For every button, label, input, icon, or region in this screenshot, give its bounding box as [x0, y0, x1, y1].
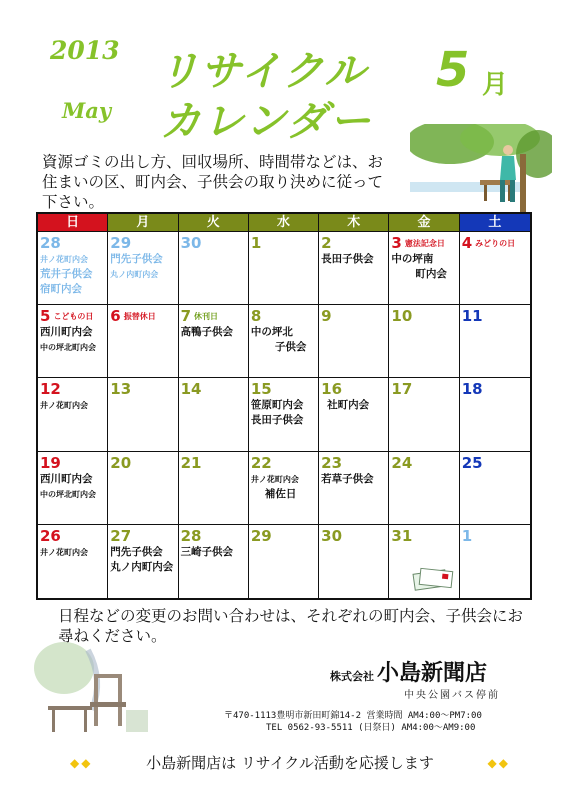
day-number: 12: [40, 380, 61, 399]
calendar-day-cell: [460, 232, 530, 305]
weekday-header: 土: [460, 214, 530, 232]
collection-group-label: 補佐日: [264, 487, 297, 500]
day-number: 19: [40, 453, 61, 472]
calendar-day-cell: [389, 232, 459, 305]
calendar-day-cell: [38, 378, 108, 451]
day-number: 8: [250, 307, 262, 326]
day-number: 28: [180, 526, 202, 545]
collection-group-label: 丸ノ内町内会: [110, 270, 159, 279]
day-number: 1: [250, 234, 262, 252]
month-number: 5: [436, 42, 470, 98]
collection-group-label: 中の坪北町内会: [40, 489, 96, 499]
day-number: 16: [321, 380, 343, 399]
diamond-decoration-left: ◆◆: [70, 755, 93, 770]
calendar-day-cell: [179, 305, 249, 378]
calendar-day-cell: [179, 525, 249, 598]
day-number: 29: [250, 526, 272, 545]
collection-group-label: 井ノ花町内会: [40, 547, 88, 557]
day-number: 18: [461, 380, 483, 399]
bus-stop-label: 中央公園バス停前: [404, 690, 500, 701]
collection-group-label: 井ノ花町内会: [250, 474, 299, 484]
calendar-day-cell: [108, 305, 178, 378]
footer-text: 小島新聞店は リサイクル活動を応援します: [146, 754, 434, 772]
company-name: [330, 656, 487, 687]
holiday-label: 振替休日: [123, 312, 156, 322]
collection-group-label: 中の坪南: [391, 253, 434, 265]
collection-group-label: 西川町内会: [40, 472, 93, 485]
calendar-day-cell: [38, 452, 108, 525]
holiday-label: こどもの日: [53, 312, 94, 322]
weekday-header: 金: [389, 214, 459, 232]
calendar-day-cell: [460, 305, 530, 378]
calendar-day-cell: [108, 525, 178, 598]
collection-group-label: 荒井子供会: [40, 268, 93, 280]
day-number: 1: [461, 526, 473, 545]
day-number: 15: [250, 380, 272, 399]
title-line-1: リサイクル: [158, 47, 368, 95]
calendar-grid: [36, 212, 532, 600]
collection-group-label: 長田子供会: [321, 253, 374, 265]
calendar-day-cell: [249, 525, 319, 598]
company-main-name: 小島新聞店: [377, 661, 488, 686]
calendar-day-cell: [460, 452, 530, 525]
collection-group-label: 中の坪北町内会: [40, 343, 96, 353]
calendar-day-cell: [249, 378, 319, 451]
calendar-day-cell: [108, 232, 178, 305]
calendar-day-cell: [389, 305, 459, 378]
day-number: 6: [110, 307, 121, 326]
day-number: 30: [321, 526, 343, 545]
weekday-header: 火: [179, 214, 249, 232]
day-number: 23: [321, 453, 343, 472]
calendar-day-cell: [319, 378, 389, 451]
day-number: 22: [250, 453, 272, 472]
collection-group-label: 門先子供会: [110, 253, 163, 265]
collection-group-label: 井ノ花町内会: [40, 255, 88, 264]
holiday-label: 憲法記念日: [404, 239, 445, 248]
day-number: 9: [321, 307, 332, 326]
calendar-day-cell: [249, 232, 319, 305]
calendar-day-cell: [179, 452, 249, 525]
calendar-day-cell: [460, 378, 530, 451]
day-number: 24: [391, 453, 413, 472]
calendar-day-cell: [249, 452, 319, 525]
collection-group-label: 西川町内会: [40, 326, 93, 339]
title-line-2: カレンダー: [160, 97, 373, 145]
calendar-day-cell: [389, 452, 459, 525]
company-prefix: 株式会社: [330, 670, 374, 683]
collection-group-label: 長田子供会: [250, 414, 304, 427]
woman-under-tree-illustration: [410, 124, 552, 212]
company-address: 〒470-1113豊明市新田町錦14-2 営業時間 AM4:00～PM7:00: [224, 711, 482, 721]
envelopes-icon: [412, 566, 454, 592]
collection-group-label: 笹原町内会: [250, 399, 304, 412]
collection-group-label: 高鴨子供会: [180, 326, 234, 339]
calendar-day-cell: [108, 378, 178, 451]
day-number: 3: [391, 234, 402, 252]
intro-text: 資源ゴミの出し方、回収場所、時間帯などは、お住まいの区、町内会、子供会の取り決めに従って下さい。: [42, 153, 384, 211]
calendar-day-cell: [460, 525, 530, 598]
calendar-day-cell: [38, 232, 108, 305]
calendar-day-cell: [179, 378, 249, 451]
calendar-day-cell: [319, 232, 389, 305]
day-number: 25: [461, 453, 483, 472]
weekday-header: 日: [38, 214, 108, 232]
calendar-day-cell: [389, 378, 459, 451]
calendar-day-cell: [389, 525, 459, 598]
day-number: 26: [40, 526, 61, 545]
day-number: 11: [461, 307, 483, 326]
calendar-day-cell: [319, 525, 389, 598]
chair-table-illustration: [34, 640, 154, 740]
day-number: 13: [110, 380, 132, 399]
weekday-header: 水: [249, 214, 319, 232]
collection-group-label: 社町内会: [327, 399, 370, 412]
calendar-day-cell: [249, 305, 319, 378]
collection-group-label: 町内会: [415, 268, 447, 280]
day-number: 14: [180, 380, 202, 399]
day-number: 27: [110, 526, 132, 545]
day-number: 30: [180, 234, 202, 252]
holiday-label: 休刊日: [194, 312, 218, 322]
calendar-day-cell: [179, 232, 249, 305]
day-number: 10: [391, 307, 413, 326]
day-number: 4: [461, 234, 473, 252]
day-number: 28: [40, 234, 61, 252]
calendar-day-cell: [38, 525, 108, 598]
day-number: 2: [321, 234, 332, 252]
diamond-decoration-right: ◆◆: [487, 755, 510, 770]
collection-group-label: 中の坪北: [250, 326, 293, 339]
weekday-header: 木: [319, 214, 389, 232]
day-number: 31: [391, 526, 413, 545]
calendar-day-cell: [319, 452, 389, 525]
day-number: 5: [40, 307, 51, 326]
day-number: 21: [180, 453, 202, 472]
collection-group-label: 三崎子供会: [180, 545, 234, 558]
month-character: 月: [482, 70, 509, 100]
day-number: 20: [110, 453, 132, 472]
collection-group-label: 宿町内会: [40, 283, 82, 295]
calendar-day-cell: [319, 305, 389, 378]
year-label: 2013: [50, 36, 120, 65]
collection-group-label: 若草子供会: [321, 472, 374, 485]
holiday-label: みどりの日: [475, 239, 516, 248]
footer-message: [70, 752, 510, 773]
day-number: 17: [391, 380, 413, 399]
month-english-label: May: [62, 98, 112, 123]
weekday-header: 月: [108, 214, 178, 232]
calendar-day-cell: [108, 452, 178, 525]
contact-note: 日程などの変更のお問い合わせは、それぞれの町内会、子供会にお尋ねください。: [58, 607, 524, 645]
day-number: 29: [110, 234, 132, 252]
collection-group-label: 子供会: [274, 341, 307, 354]
calendar-day-cell: [38, 305, 108, 378]
collection-group-label: 門先子供会: [110, 545, 163, 558]
day-number: 7: [180, 307, 191, 326]
collection-group-label: 丸ノ内町内会: [110, 560, 174, 573]
collection-group-label: 井ノ花町内会: [40, 401, 88, 411]
company-tel: TEL 0562-93-5511 (日祭日) AM4:00～AM9:00: [266, 723, 476, 733]
